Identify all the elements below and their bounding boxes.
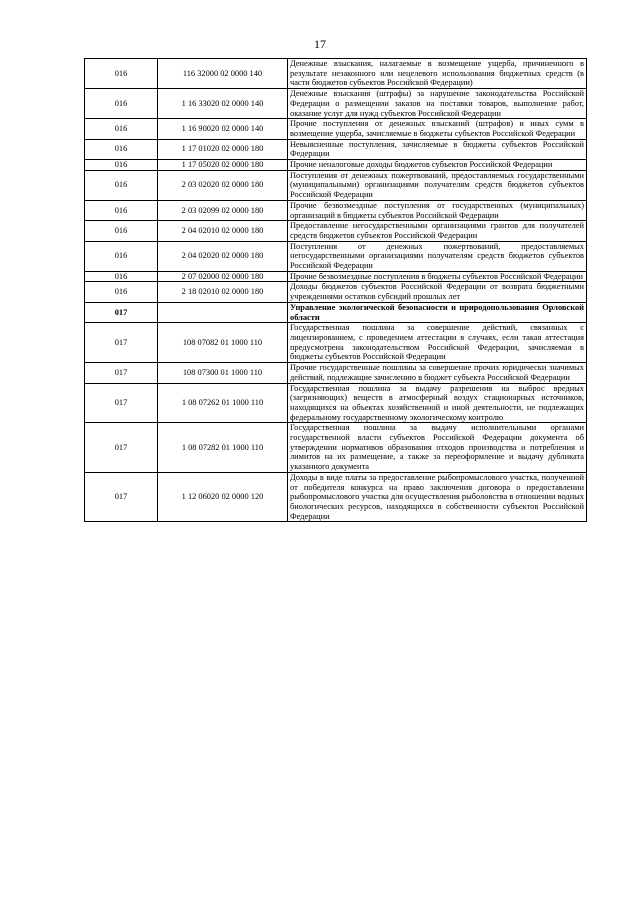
- revenue-name-cell: Управление экологической безопасности и природопользования Орловской области: [288, 302, 587, 322]
- table-row: [85, 423, 587, 473]
- revenue-code-cell: 2 07 02000 02 0000 180: [158, 271, 288, 282]
- revenue-name-cell: Доходы бюджетов субъектов Российской Федерации от возврата бюджетными учреждениями остатков субсидий прошлых лет: [288, 282, 587, 302]
- revenue-name-cell: Прочие государственные пошлины за совершение прочих юридически значимых действий, подлежащие зачислению в бюджет субъекта Российской Федерации: [288, 363, 587, 383]
- revenue-code-cell: [158, 302, 288, 322]
- revenue-code-cell: 1 08 07262 01 1000 110: [158, 383, 288, 423]
- table-row: [85, 89, 587, 119]
- revenue-code-cell: 1 16 33020 02 0000 140: [158, 89, 288, 119]
- table-body: [85, 59, 587, 522]
- admin-code-cell: 016: [85, 221, 158, 241]
- admin-code-cell: 016: [85, 139, 158, 159]
- revenue-code-cell: 108 07300 01 1000 110: [158, 363, 288, 383]
- revenue-name-cell: Прочие поступления от денежных взысканий (штрафов) и иных сумм в возмещение ущерба, зачисляемые в бюджеты субъектов Российской Федерации: [288, 119, 587, 139]
- table-row: [85, 221, 587, 241]
- admin-code-cell: 016: [85, 200, 158, 220]
- revenue-name-cell: Поступления от денежных пожертвований, предоставляемых государственными (муниципальными) организациями получателям средств бюджетов субъектов Российской Федерации: [288, 170, 587, 200]
- revenue-code-cell: 1 08 07282 01 1000 110: [158, 423, 288, 473]
- table-row: [85, 323, 587, 363]
- section-header-row: [85, 302, 587, 322]
- admin-code-cell: 017: [85, 472, 158, 522]
- revenue-name-cell: Прочие безвозмездные поступления в бюджеты субъектов Российской Федерации: [288, 271, 587, 282]
- admin-code-cell: 017: [85, 302, 158, 322]
- revenue-name-cell: Поступления от денежных пожертвований, предоставляемых негосударственными организациями получателям средств бюджетов субъектов Российской Федерации: [288, 241, 587, 271]
- table-row: [85, 271, 587, 282]
- revenue-name-cell: Невыясненные поступления, зачисляемые в бюджеты субъектов Российской Федерации: [288, 139, 587, 159]
- admin-code-cell: 016: [85, 119, 158, 139]
- revenue-name-cell: Прочие безвозмездные поступления от государственных (муниципальных) организаций в бюджеты субъектов Российской Федерации: [288, 200, 587, 220]
- table-row: [85, 200, 587, 220]
- admin-code-cell: 016: [85, 170, 158, 200]
- revenue-code-cell: 108 07082 01 1000 110: [158, 323, 288, 363]
- revenue-code-cell: 1 12 06020 02 0000 120: [158, 472, 288, 522]
- revenue-name-cell: Государственная пошлина за совершение действий, связанных с лицензированием, с проведением аттестации в случаях, если такая аттестация предусмотрена законодательством Российской Федерации, зачисляемая в бюджеты субъектов Российской Федерации: [288, 323, 587, 363]
- table-row: [85, 119, 587, 139]
- revenue-code-cell: 2 04 02010 02 0000 180: [158, 221, 288, 241]
- revenue-code-cell: 2 18 02010 02 0000 180: [158, 282, 288, 302]
- revenue-code-cell: 1 16 90020 02 0000 140: [158, 119, 288, 139]
- page-number: 17: [314, 37, 326, 51]
- admin-code-cell: 017: [85, 383, 158, 423]
- revenue-name-cell: Государственная пошлина за выдачу разрешения на выброс вредных (загрязняющих) веществ в атмосферный воздух стационарных источников, находящихся на объектах хозяйственной и иной деятельности, не подлежащих федеральному государственному экологическому контролю: [288, 383, 587, 423]
- revenue-code-cell: 1 17 01020 02 0000 180: [158, 139, 288, 159]
- admin-code-cell: 016: [85, 282, 158, 302]
- table-row: [85, 59, 587, 89]
- admin-code-cell: 017: [85, 363, 158, 383]
- admin-code-cell: 016: [85, 271, 158, 282]
- revenue-code-cell: 1 17 05020 02 0000 180: [158, 160, 288, 171]
- admin-code-cell: 017: [85, 323, 158, 363]
- revenue-name-cell: Государственная пошлина за выдачу исполнительными органами государственной власти субъектов Российской Федерации документа об утверждении нормативов образования отходов производства и потребления и лимитов на их размещение, а также за переоформление и выдачу дубликата указанного документа: [288, 423, 587, 473]
- table-row: [85, 383, 587, 423]
- revenue-name-cell: Денежные взыскания, налагаемые в возмещение ущерба, причиненного в результате незаконного или нецелевого использования бюджетных средств (в части бюджетов субъектов Российской Федерации): [288, 59, 587, 89]
- revenue-name-cell: Предоставление негосударственными организациями грантов для получателей средств бюджетов субъектов Российской Федерации: [288, 221, 587, 241]
- admin-code-cell: 016: [85, 241, 158, 271]
- revenue-code-cell: 2 03 02099 02 0000 180: [158, 200, 288, 220]
- revenue-code-cell: 116 32000 02 0000 140: [158, 59, 288, 89]
- revenue-name-cell: Прочие неналоговые доходы бюджетов субъектов Российской Федерации: [288, 160, 587, 171]
- table-row: [85, 170, 587, 200]
- admin-code-cell: 017: [85, 423, 158, 473]
- revenue-name-cell: Денежные взыскания (штрафы) за нарушение законодательства Российской Федерации о размещении заказов на поставки товаров, выполнение работ, оказание услуг для нужд субъектов Российской Федерации: [288, 89, 587, 119]
- admin-code-cell: 016: [85, 160, 158, 171]
- admin-code-cell: 016: [85, 59, 158, 89]
- table-row: [85, 282, 587, 302]
- revenue-codes-table: [84, 58, 587, 522]
- revenue-name-cell: Доходы в виде платы за предоставление рыбопромыслового участка, полученной от победителя конкурса на право заключения договора о предоставлении рыбопромыслового участка для осуществления рыболовства в отношении водных биологических ресурсов, находящихся в собственности субъектов Российской Федерации: [288, 472, 587, 522]
- admin-code-cell: 016: [85, 89, 158, 119]
- table-row: [85, 160, 587, 171]
- table-row: [85, 472, 587, 522]
- table-row: [85, 139, 587, 159]
- revenue-code-cell: 2 03 02020 02 0000 180: [158, 170, 288, 200]
- table-row: [85, 363, 587, 383]
- table-row: [85, 241, 587, 271]
- revenue-code-cell: 2 04 02020 02 0000 180: [158, 241, 288, 271]
